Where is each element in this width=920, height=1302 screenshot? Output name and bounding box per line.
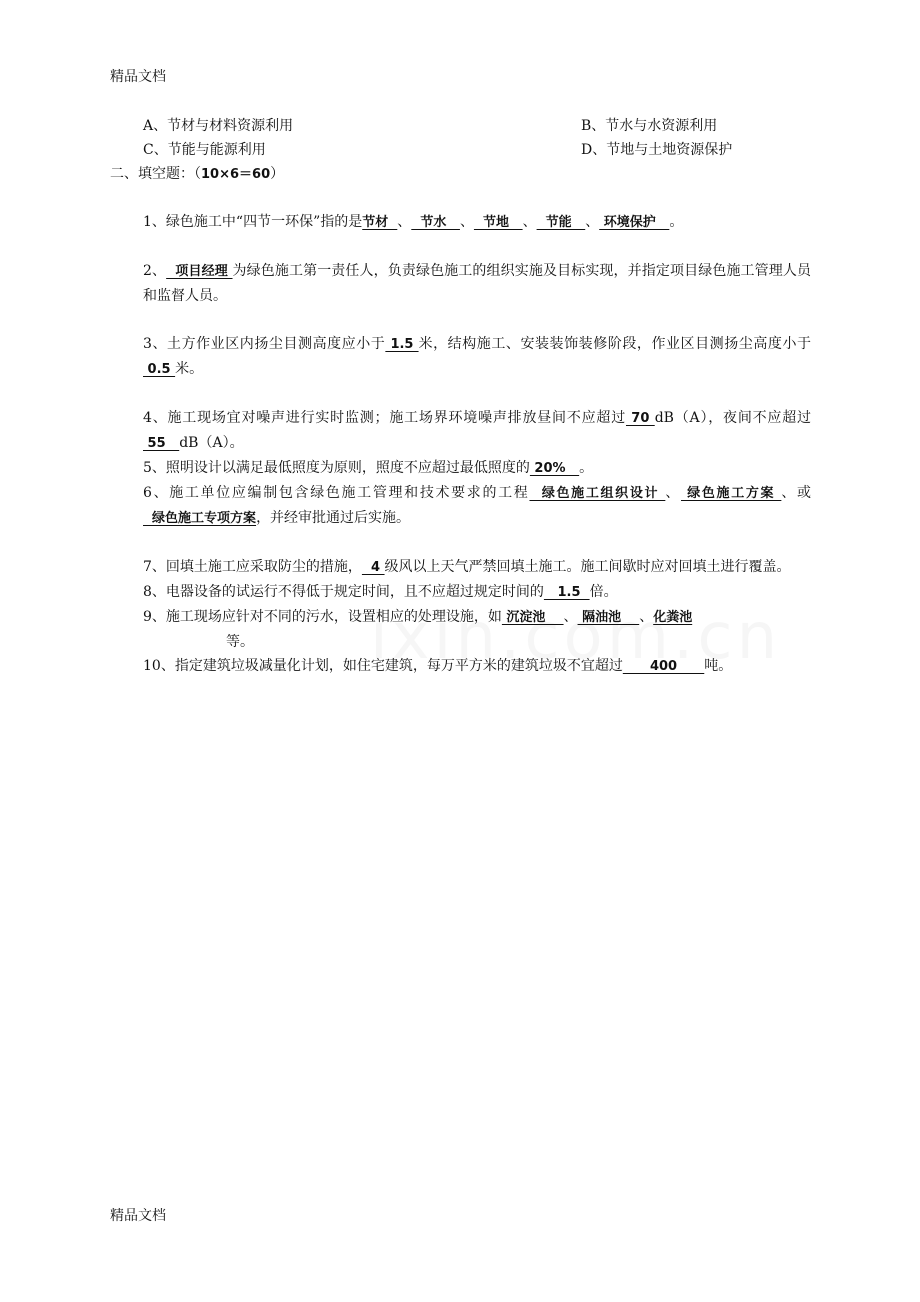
q5-answer-1: 20% [529, 461, 580, 476]
section-heading [110, 163, 284, 183]
section-suffix: ） [270, 166, 285, 182]
q6-answer-1: 绿色施工组织设计 [529, 486, 666, 501]
question-9-continued [143, 630, 811, 654]
q3-answer-1: 1.5 [385, 337, 419, 352]
q1-answer-1: 节材 [362, 215, 398, 230]
q7-answer-1: 4 [361, 560, 385, 575]
q1-answer-4: 节能 [536, 215, 586, 230]
q1-sep: 、 [522, 214, 537, 230]
q3-text-end: 米。 [175, 361, 204, 377]
q9-answer-3: 化粪池 [653, 610, 693, 625]
q1-text: 1、绿色施工中“四节一环保”指的是 [143, 214, 363, 230]
q10-answer-1: 400 [622, 659, 705, 674]
q6-answer-3: 绿色施工专项方案 [143, 511, 257, 526]
q1-sep: 、 [585, 214, 600, 230]
section-prefix: 二、填空题：（ [110, 166, 201, 182]
q7-text-end: 级风以上天气严禁回填土施工。施工间歇时应对回填土进行覆盖。 [384, 559, 791, 575]
page-header: 精品文档 [110, 69, 166, 85]
q1-sep: 、 [459, 214, 474, 230]
q4-text: 4、施工现场宜对噪声进行实时监测；施工场界环境噪声排放昼间不应超过 [143, 410, 626, 426]
q3-answer-2: 0.5 [143, 362, 176, 377]
question-list [143, 210, 811, 679]
q6-text: 6、施工单位应编制包含绿色施工管理和技术要求的工程 [143, 485, 530, 501]
q5-text-end: 。 [579, 460, 594, 476]
q3-text-mid: 米，结构施工、安装装饰装修阶段，作业区目测扬尘高度小于 [418, 336, 812, 352]
option-b: B、节水与水资源利用 [581, 118, 718, 134]
question-7 [143, 555, 811, 580]
q1-answer-2: 节水 [411, 215, 460, 230]
q2-text-end: 为绿色施工第一责任人，负责绿色施工的组织实施及目标实现，并指定项目绿色施工管理人员和监督人员。 [143, 263, 812, 304]
q1-answer-5: 环境保护 [599, 215, 670, 230]
q10-text-end: 吨。 [704, 658, 733, 674]
question-4 [143, 406, 811, 456]
q6-text-mid: 、或 [781, 485, 812, 501]
question-2 [143, 259, 811, 308]
q2-answer-1: 项目经理 [166, 264, 233, 279]
q6-text-end: ，并经审批通过后实施。 [256, 510, 411, 526]
q6-answer-2: 绿色施工方案 [681, 486, 782, 501]
q4-text-end: dB（A）。 [179, 435, 244, 451]
q3-text: 3、土方作业区内扬尘目测高度应小于 [143, 336, 386, 352]
q1-sep: 、 [397, 214, 412, 230]
q8-answer-1: 1.5 [543, 585, 590, 600]
q2-text: 2、 [143, 263, 167, 279]
section-score: 10×6＝60 [201, 167, 271, 182]
q9-answer-1: 沉淀池 [501, 610, 564, 625]
option-d: D、节地与土地资源保护 [581, 142, 733, 158]
q1-answer-3: 节地 [473, 215, 523, 230]
question-5 [143, 456, 811, 481]
option-a: A、节材与材料资源利用 [143, 118, 294, 134]
question-8 [143, 580, 811, 605]
q5-text: 5、照明设计以满足最低照度为原则，照度不应超过最低照度的 [143, 460, 530, 476]
question-3 [143, 332, 811, 382]
question-6 [143, 481, 811, 531]
q10-text: 10、指定建筑垃圾减量化计划，如住宅建筑，每万平方米的建筑垃圾不宜超过 [143, 658, 623, 674]
question-9 [143, 605, 811, 630]
q4-text-mid: dB（A），夜间不应超过 [654, 410, 811, 426]
question-10 [143, 654, 811, 679]
option-c: C、节能与能源利用 [143, 142, 266, 158]
q8-text: 8、电器设备的试运行不得低于规定时间，且不应超过规定时间的 [143, 584, 544, 600]
q4-answer-1: 70 [625, 411, 655, 426]
q1-text-end: 。 [669, 214, 684, 230]
q7-text: 7、回填土施工应采取防尘的措施， [143, 559, 362, 575]
q9-text: 9、施工现场应针对不同的污水，设置相应的处理设施，如 [143, 609, 502, 625]
q4-answer-2: 55 [143, 436, 180, 451]
question-1 [143, 210, 811, 235]
q9-sep: 、 [639, 609, 654, 625]
q6-sep: 、 [665, 485, 682, 501]
q9-answer-2: 隔油池 [577, 610, 640, 625]
q8-text-end: 倍。 [589, 584, 618, 600]
q9-text-end: 等。 [226, 634, 254, 650]
page-footer: 精品文档 [110, 1208, 166, 1224]
q9-sep: 、 [563, 609, 578, 625]
